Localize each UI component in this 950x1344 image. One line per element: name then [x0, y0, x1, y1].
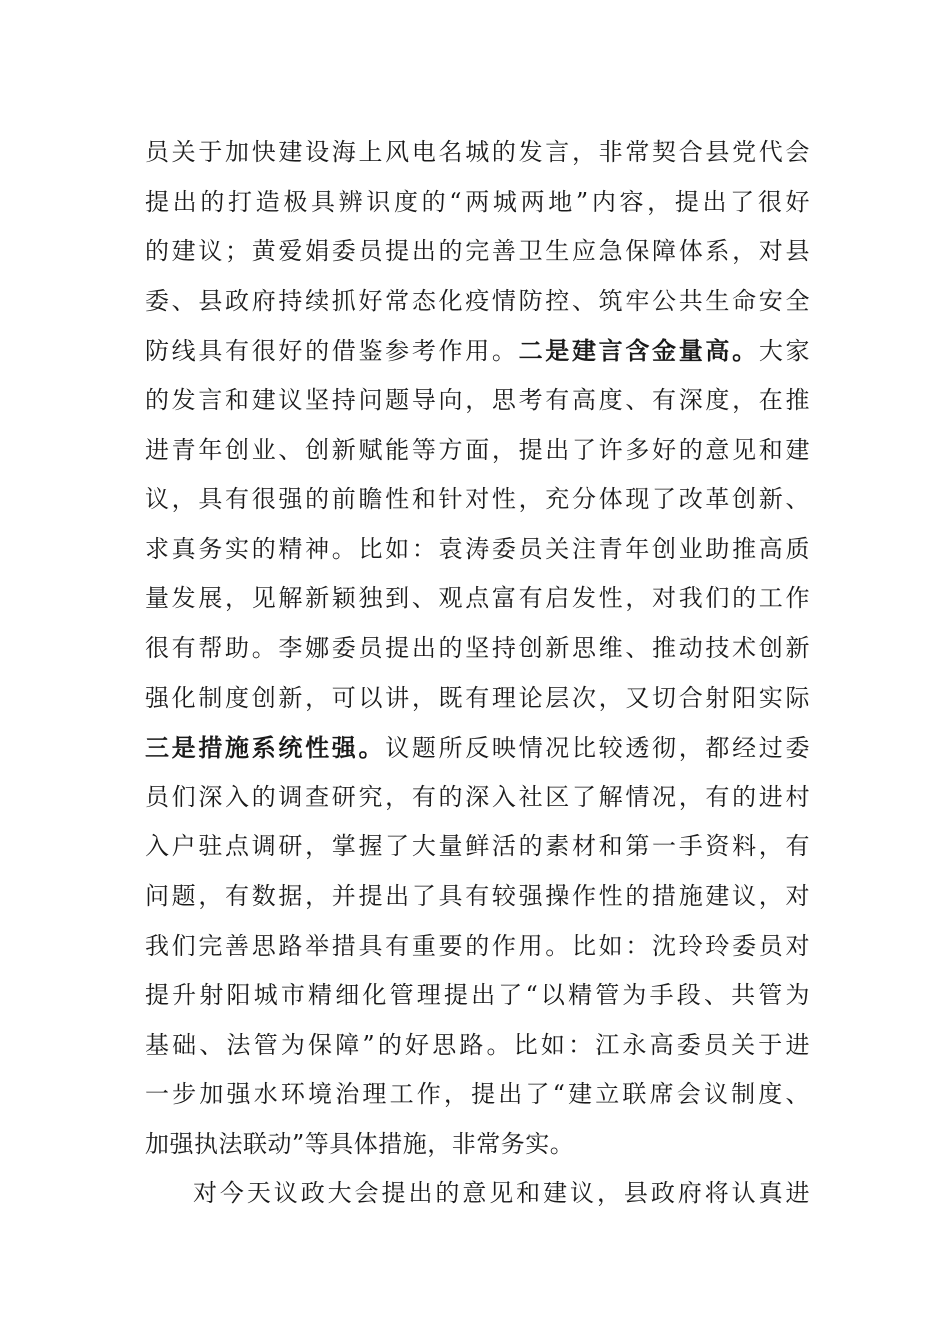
bold-heading-three: 三是措施系统性强。 — [145, 733, 386, 763]
text-line: 议，具有很强的前瞻性和针对性，充分体现了改革创新、 — [145, 485, 810, 514]
text-line: 一步加强水环境治理工作，提出了“建立联席会议制度、 — [145, 1080, 810, 1109]
text-line: 的发言和建议坚持问题导向，思考有高度、有深度，在推 — [145, 385, 810, 414]
text-line: 提出的打造极具辨识度的“两城两地”内容，提出了很好 — [145, 187, 810, 216]
text-line: 加强执法联动”等具体措施，非常务实。 — [145, 1129, 575, 1158]
text-line: 委、县政府持续抓好常态化疫情防控、筑牢公共生命安全 — [145, 286, 810, 315]
text-line: 强化制度创新，可以讲，既有理论层次，又切合射阳实际 — [145, 683, 810, 712]
text-line: 的建议；黄爱娟委员提出的完善卫生应急保障体系，对县 — [145, 237, 810, 266]
text-line: 提升射阳城市精细化管理提出了“以精管为手段、共管为 — [145, 981, 810, 1010]
text-line: 入户驻点调研，掌握了大量鲜活的素材和第一手资料，有 — [145, 832, 810, 861]
text-line: 我们完善思路举措具有重要的作用。比如：沈玲玲委员对 — [145, 931, 810, 960]
text-line: 求真务实的精神。比如：袁涛委员关注青年创业助推高质 — [145, 534, 810, 563]
text-line: 基础、法管为保障”的好思路。比如：江永高委员关于进 — [145, 1030, 810, 1059]
text-line: 三是措施系统性强。议题所反映情况比较透彻，都经过委 — [145, 733, 810, 763]
text-line: 员关于加快建设海上风电名城的发言，非常契合县党代会 — [145, 138, 810, 166]
text-line: 很有帮助。李娜委员提出的坚持创新思维、推动技术创新 — [145, 633, 810, 662]
text-line: 进青年创业、创新赋能等方面，提出了许多好的意见和建 — [145, 435, 810, 464]
text-line: 员们深入的调查研究，有的深入社区了解情况，有的进村 — [145, 782, 810, 811]
bold-heading-two: 二是建言含金量高。 — [518, 336, 759, 366]
paragraph-start-line: 对今天议政大会提出的意见和建议，县政府将认真进 — [193, 1179, 810, 1208]
body-text — [145, 128, 810, 1219]
text-line: 防线具有很好的借鉴参考作用。二是建言含金量高。大家 — [145, 336, 810, 366]
text-line: 量发展，见解新颖独到、观点富有启发性，对我们的工作 — [145, 584, 810, 613]
text-line: 问题，有数据，并提出了具有较强操作性的措施建议，对 — [145, 881, 810, 910]
